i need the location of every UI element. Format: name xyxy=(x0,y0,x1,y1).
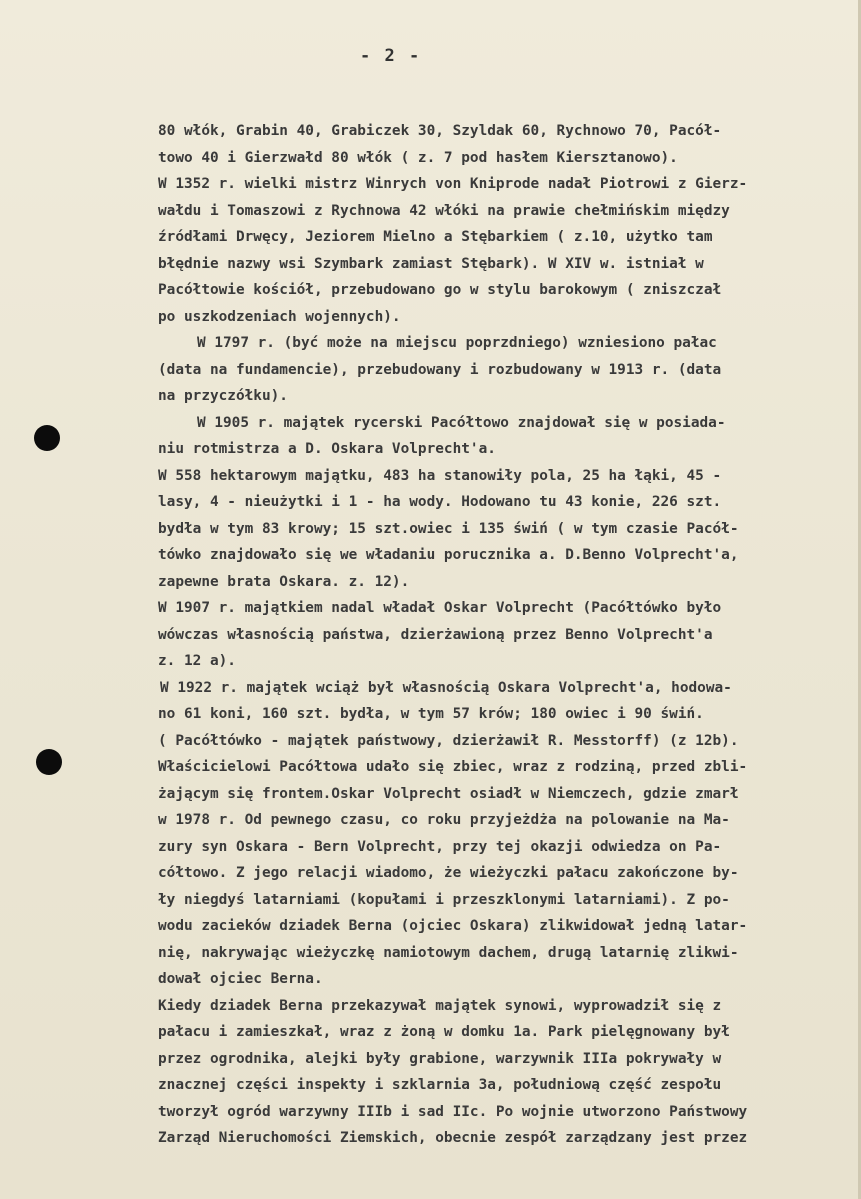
text-line: nię, nakrywając wieżyczkę namiotowym dachem, drugą latarnię zlikwi- xyxy=(158,944,739,961)
text-line: źródłami Drwęcy, Jeziorem Mielno a Stębarkiem ( z.10, użytko tam xyxy=(158,229,713,245)
text-line: Kiedy dziadek Berna przekazywał majątek synowi, wyprowadził się z xyxy=(158,997,722,1014)
text-line: W 558 hektarowym majątku, 483 ha stanowiły pola, 25 ha łąki, 45 - xyxy=(158,467,722,484)
text-line: Pacółtowie kościół, przebudowano go w stylu barokowym ( zniszczał xyxy=(158,282,722,298)
text-line: zapewne brata Oskara. z. 12). xyxy=(158,573,410,590)
text-line: ( Pacółtówko - majątek państwowy, dzierżawił R. Messtorff) (z 12b). xyxy=(158,732,739,749)
text-line: Zarząd Nieruchomości Ziemskich, obecnie zespół zarządzany jest przez xyxy=(158,1130,748,1146)
text-line: przez ogrodnika, alejki były grabione, warzywnik IIIa pokrywały w xyxy=(158,1050,722,1067)
text-line: W 1352 r. wielki mistrz Winrych von Kniprode nadał Piotrowi z Gierz- xyxy=(158,176,748,192)
text-line: po uszkodzeniach wojennych). xyxy=(158,308,401,325)
text-line: zury syn Oskara - Bern Volprecht, przy tej okazji odwiedza on Pa- xyxy=(158,838,722,855)
text-line: ły niegdyś latarniami (kopułami i przeszklonymi latarniami). Z po- xyxy=(158,891,730,908)
text-line: 80 włók, Grabin 40, Grabiczek 30, Szyldak 60, Rychnowo 70, Pacół- xyxy=(158,123,722,139)
text-line: tówko znajdowało się we władaniu porucznika a. D.Benno Volprecht'a, xyxy=(158,547,739,563)
punch-hole-bottom xyxy=(36,749,62,775)
text-line: wówczas własnością państwa, dzierżawioną przez Benno Volprecht'a xyxy=(158,626,713,643)
text-line: wodu zacieków dziadek Berna (ojciec Oskara) zlikwidował jedną latar- xyxy=(158,918,748,934)
text-line: w 1978 r. Od pewnego czasu, co roku przyjeżdża na polowanie na Ma- xyxy=(158,812,730,828)
text-line: Właścicielowi Pacółtowa udało się zbiec, wraz z rodziną, przed zbli- xyxy=(158,759,748,775)
text-line: błędnie nazwy wsi Szymbark zamiast Stębark). W XIV w. istniał w xyxy=(158,255,704,272)
text-line: żającym się frontem.Oskar Volprecht osiadł w Niemczech, gdzie zmarł xyxy=(158,785,739,802)
text-line: lasy, 4 - nieużytki i 1 - ha wody. Hodowano tu 43 konie, 226 szt. xyxy=(158,494,722,510)
text-line: bydła w tym 83 krowy; 15 szt.owiec i 135 świń ( w tym czasie Pacół- xyxy=(158,520,739,537)
text-line: znacznej części inspekty i szklarnia 3a, południową część zespołu xyxy=(158,1077,722,1093)
text-line: dował ojciec Berna. xyxy=(158,971,323,987)
text-line: W 1905 r. majątek rycerski Pacółtowo znajdował się w posiada- xyxy=(197,414,726,431)
text-line: z. 12 a). xyxy=(158,653,236,669)
punch-hole-top xyxy=(34,425,60,451)
text-line: W 1797 r. (być może na miejscu poprzdniego) wzniesiono pałac xyxy=(197,335,717,351)
text-line: na przyczółku). xyxy=(158,388,288,404)
text-line: (data na fundamencie), przebudowany i rozbudowany w 1913 r. (data xyxy=(158,361,722,378)
text-line: pałacu i zamieszkał, wraz z żoną w domku 1a. Park pielęgnowany był xyxy=(158,1024,730,1040)
text-line: niu rotmistrza a D. Oskara Volprecht'a. xyxy=(158,441,496,457)
page-number: - 2 - xyxy=(360,46,422,66)
text-line: W 1907 r. majątkiem nadal władał Oskar Volprecht (Pacółtówko było xyxy=(158,600,722,616)
text-line: W 1922 r. majątek wciąż był własnością Oskara Volprecht'a, hodowa- xyxy=(160,679,732,696)
text-line: no 61 koni, 160 szt. bydła, w tym 57 krów; 180 owiec i 90 świń. xyxy=(158,706,704,722)
text-line: cółtowo. Z jego relacji wiadomo, że wieżyczki pałacu zakończone by- xyxy=(158,865,739,881)
text-line: tworzył ogród warzywny IIIb i sad IIc. Po wojnie utworzono Państwowy xyxy=(158,1103,748,1120)
text-line: wałdu i Tomaszowi z Rychnowa 42 włóki na prawie chełmińskim między xyxy=(158,202,730,219)
text-line: towo 40 i Gierzwałd 80 włók ( z. 7 pod hasłem Kiersztanowo). xyxy=(158,149,678,166)
